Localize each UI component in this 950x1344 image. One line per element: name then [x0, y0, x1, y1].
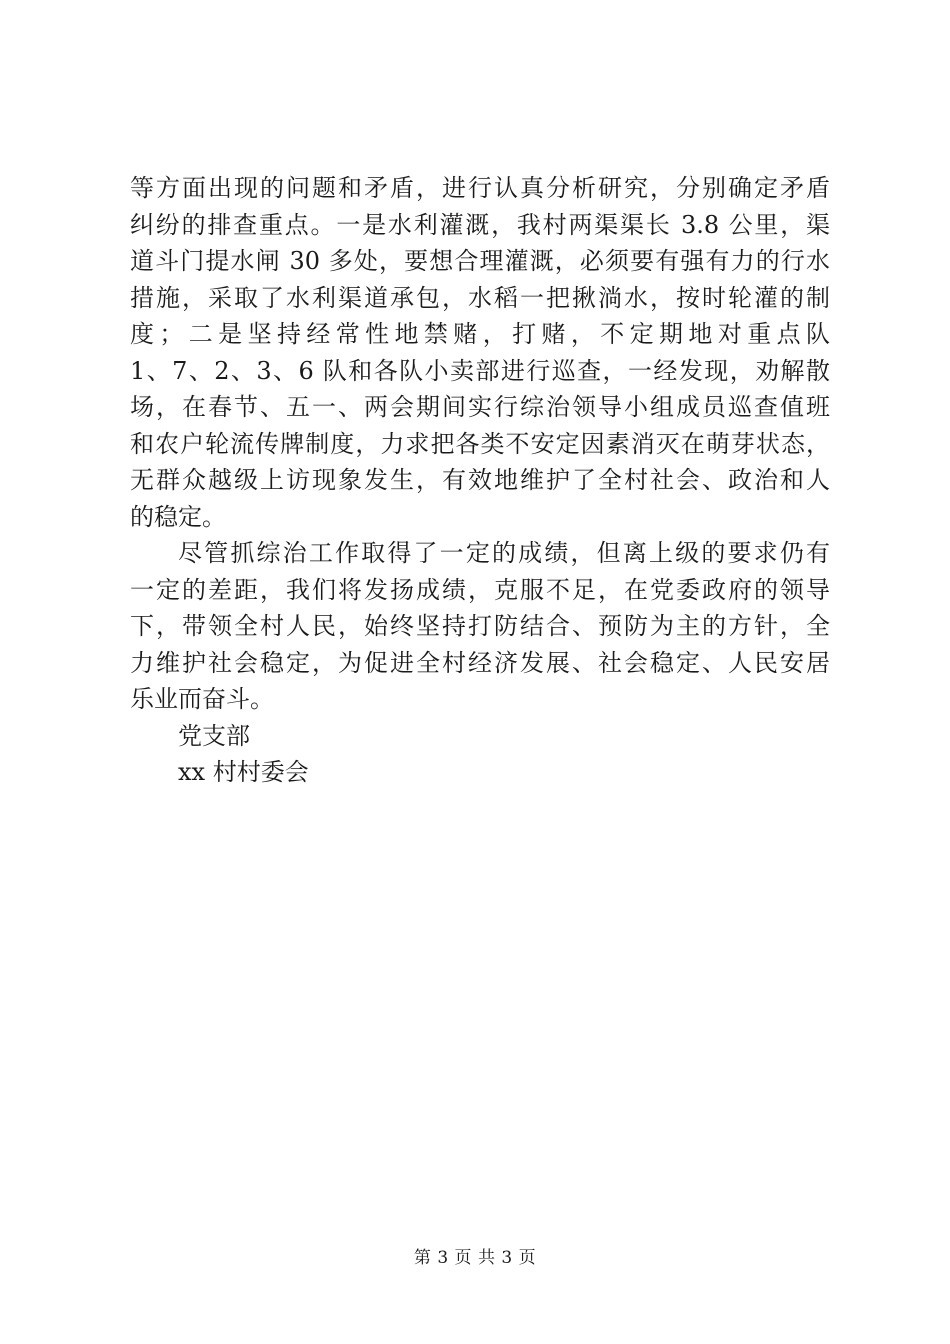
paragraph-1-line-7: 场，在春节、五一、两会期间实行综治领导小组成员巡查值班 [130, 393, 830, 421]
paragraph-1-line-10: 的稳定。 [130, 502, 226, 531]
paragraph-1-line-8: 和农户轮流传牌制度，力求把各类不安定因素消灭在萌芽状态， [130, 429, 830, 458]
paragraph-1-line-9: 无群众越级上访现象发生，有效地维护了全村社会、政治和人 [130, 466, 830, 494]
paragraph-2-line-5: 乐业而奋斗。 [130, 685, 274, 713]
paragraph-1-line-3: 道斗门提水闸 30 多处，要想合理灌溉，必须要有强有力的行水 [130, 247, 830, 275]
document-body [130, 170, 830, 791]
paragraph-1-line-6: 1、7、2、3、6 队和各队小卖部进行巡查，一经发现，劝解散 [130, 356, 830, 385]
paragraph-1-line-4: 措施，采取了水利渠道承包，水稻一把揪淌水，按时轮灌的制 [130, 283, 830, 312]
paragraph-2-line-1: 尽管抓综治工作取得了一定的成绩，但离上级的要求仍有 [178, 539, 830, 567]
paragraph-1-line-2: 纠纷的排查重点。一是水利灌溉，我村两渠渠长 3.8 公里，渠 [130, 210, 830, 239]
signature-village-committee: xx 村村委会 [178, 758, 309, 786]
paragraph-2-line-3: 下，带领全村人民，始终坚持打防结合、预防为主的方针，全 [130, 612, 830, 640]
paragraph-2-line-4: 力维护社会稳定，为促进全村经济发展、社会稳定、人民安居 [130, 648, 830, 677]
page-footer: 第 3 页 共 3 页 [413, 1248, 537, 1268]
signature-party-branch: 党支部 [178, 721, 250, 750]
paragraph-1-line-5: 度；二是坚持经常性地禁赌，打赌，不定期地对重点队 [130, 320, 830, 348]
paragraph-2-line-2: 一定的差距，我们将发扬成绩，克服不足，在党委政府的领导 [130, 575, 830, 604]
paragraph-1-line-1: 等方面出现的问题和矛盾，进行认真分析研究，分别确定矛盾 [130, 174, 830, 202]
